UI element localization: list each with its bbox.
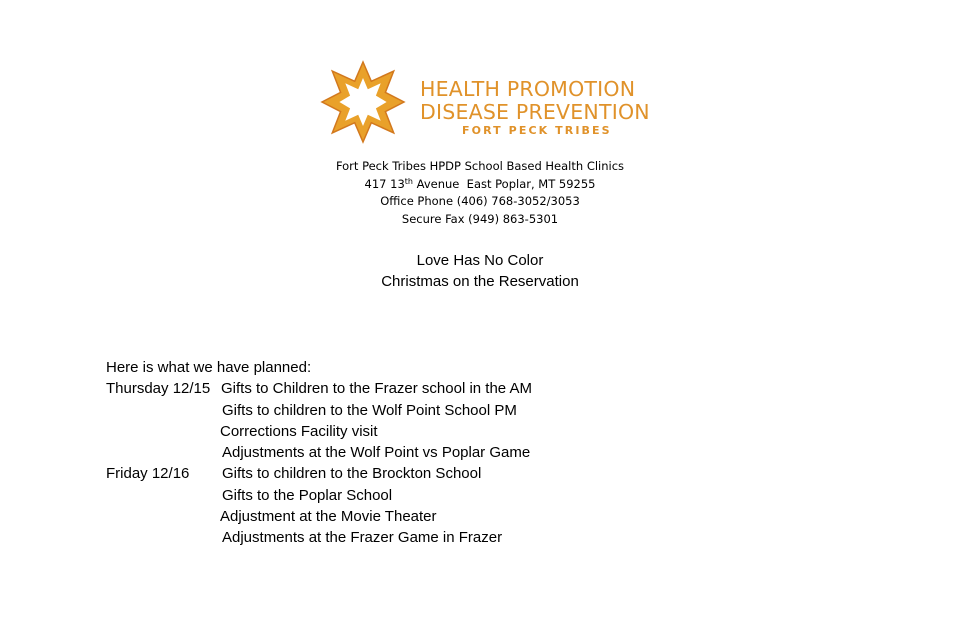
schedule (106, 357, 532, 549)
schedule-intro-text: Here is what we have planned: (106, 359, 312, 376)
star-icon (320, 60, 406, 144)
activity-item: Gifts to children to the Wolf Point School PM (222, 401, 517, 419)
schedule-row (106, 378, 532, 399)
activity-item: Adjustment at the Movie Theater (220, 508, 437, 526)
activity-item: Gifts to Children to the Frazer school in the AM (221, 380, 532, 398)
schedule-row (106, 506, 437, 527)
schedule-intro (106, 357, 311, 378)
day-thursday: Thursday 12/15 (106, 380, 211, 398)
logo-line-fort-peck-tribes: FORT PECK TRIBES (462, 124, 612, 137)
headline-line2: Christmas on the Reservation (381, 273, 579, 290)
activity-item: Gifts to the Poplar School (222, 486, 393, 504)
activity-item: Corrections Facility visit (220, 422, 378, 440)
address-block (280, 158, 680, 228)
activity-item: Adjustments at the Wolf Point vs Poplar Game (222, 444, 531, 462)
street-number: 417 13 (364, 176, 405, 191)
org-name: Fort Peck Tribes HPDP School Based Health Clinics (335, 159, 625, 173)
schedule-row (106, 442, 531, 463)
logo-line-health-promotion: HEALTH PROMOTION (420, 77, 636, 101)
schedule-row (106, 485, 393, 506)
street-address (280, 176, 680, 194)
activity-item: Gifts to children to the Brockton School (222, 465, 482, 483)
hpdp-logo (320, 60, 660, 144)
street-suffix: th (404, 176, 413, 186)
activity-item: Adjustments at the Frazer Game in Frazer (222, 529, 503, 547)
schedule-row (106, 527, 503, 548)
office-phone: Office Phone (406) 768-3052/3053 (380, 194, 580, 208)
schedule-row (106, 463, 482, 484)
logo-line-disease-prevention: DISEASE PREVENTION (420, 100, 650, 124)
schedule-row (106, 421, 378, 442)
schedule-row (106, 400, 517, 421)
headline-line1: Love Has No Color (416, 252, 544, 269)
day-friday: Friday 12/16 (106, 465, 190, 483)
street-rest: Avenue East Poplar, MT 59255 (412, 176, 596, 191)
headline (280, 250, 680, 292)
secure-fax: Secure Fax (949) 863-5301 (401, 211, 559, 226)
